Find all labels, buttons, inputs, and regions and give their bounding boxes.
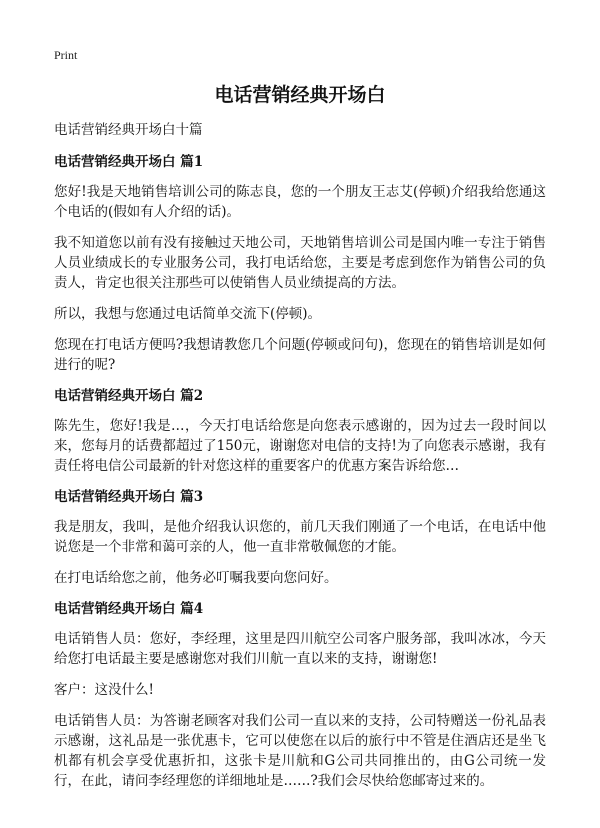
paragraph: 陈先生，您好!我是…，今天打电话给您是向您表示感谢的，因为过去一段时间以来，您每月的话费都超过了150元，谢谢您对电信的支持!为了向您表示感谢，我有责任将电信公司最新的针对您这样的重要客户的优惠方案告诉给您…	[54, 418, 546, 474]
paragraph: 电话销售人员：为答谢老顾客对我们公司一直以来的支持，公司特赠送一份礼品表示感谢，这礼品是一张优惠卡，它可以使您在以后的旅行中不管是住酒店还是坐飞机都有机会享受优惠折扣，这张卡是川航和G公司共同推出的，由G公司统一发行，在此，请问李经理您的详细地址是……?我们会尽快给您邮寄过来的。	[54, 713, 546, 789]
paragraph: 我是朋友，我叫，是他介绍我认识您的，前几天我们刚通了一个电话，在电话中他说您是一个非常和蔼可亲的人，他一直非常敬佩您的才能。	[54, 519, 546, 555]
section-1	[54, 152, 546, 375]
paragraph: 在打电话给您之前，他务必叮嘱我要向您问好。	[54, 570, 338, 586]
paragraph: 您现在打电话方便吗?我想请教您几个问题(停顿或问句)，您现在的销售培训是如何进行的呢?	[54, 337, 546, 373]
paragraph: 客户：这没什么!	[54, 682, 154, 698]
section-2	[54, 386, 546, 476]
print-link[interactable]: Print	[54, 48, 78, 62]
section-heading: 电话营销经典开场白 篇1	[54, 154, 204, 170]
section-heading: 电话营销经典开场白 篇2	[54, 388, 204, 404]
document-title: 电话营销经典开场白	[214, 84, 386, 106]
paragraph: 电话销售人员：您好，李经理，这里是四川航空公司客户服务部，我叫冰冰，今天给您打电话最主要是感谢您对我们川航一直以来的支持，谢谢您!	[54, 631, 546, 667]
section-heading: 电话营销经典开场白 篇4	[54, 601, 204, 617]
paragraph: 所以，我想与您通过电话简单交流下(停顿)。	[54, 306, 322, 322]
section-4	[54, 599, 546, 791]
section-3	[54, 487, 546, 588]
paragraph: 我不知道您以前有没有接触过天地公司，天地销售培训公司是国内唯一专注于销售人员业绩成长的专业服务公司，我打电话给您，主要是考虑到您作为销售公司的负责人，肯定也很关注那些可以使销售人员业绩提高的方法。	[54, 235, 546, 291]
document-subtitle: 电话营销经典开场白十篇	[54, 122, 203, 138]
paragraph: 您好!我是天地销售培训公司的陈志良，您的一个朋友王志艾(停顿)介绍我给您通这个电话的(假如有人介绍的话)。	[54, 184, 546, 220]
document-body	[54, 120, 546, 802]
section-heading: 电话营销经典开场白 篇3	[54, 489, 204, 505]
